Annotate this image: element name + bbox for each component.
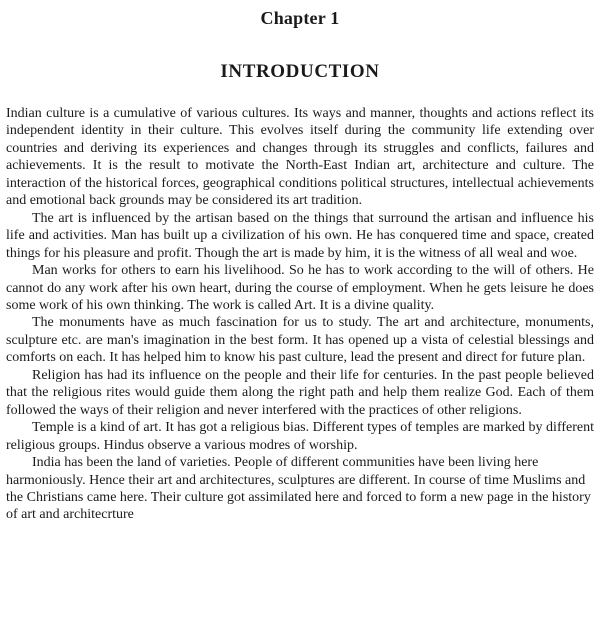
paragraph: Indian culture is a cumulative of various cultures. Its ways and manner, thoughts and actions reflect its independent identity in their culture. This evolves itself during the community life extending over countries and deriving its experiences and changes through its struggles and conflicts, failures and achievements. It is the result to motivate the North-East Indian art, architecture and culture. The interaction of the historical forces, geographical conditions political structures, intellectual achievements and emotional back grounds may be considered its art tradition. bbox=[6, 106, 594, 209]
paragraph: India has been the land of varieties. People of different communities have been living here harmoniously. Hence their art and architectures, sculptures are different. In course of time Muslims and the Christians came here. Their culture got assimilated here and forced to form a new page in the history of art and architecrture bbox=[6, 455, 591, 523]
paragraph: The art is influenced by the artisan based on the things that surround the artisan and influence his life and activities. Man has built up a civilization of his own. He has conquered time and space, created things for his pleasure and profit. Though the art is made by him, it is the witness of all weal and woe. bbox=[6, 210, 594, 261]
paragraph: Man works for others to earn his livelihood. So he has to work according to the will of others. He cannot do any work after his own heart, during the course of employment. When he gets leisure he does some work of his own thinking. The work is called Art. It is a divine quality. bbox=[6, 263, 594, 313]
page-title: INTRODUCTION bbox=[220, 61, 380, 82]
chapter-heading: Chapter 1 bbox=[260, 8, 340, 28]
body-text bbox=[6, 105, 594, 524]
paragraph: Religion has had its influence on the people and their life for centuries. In the past people believed that the religious rites would guide them along the right path and help them realize God. Each of them followed the ways of their religion and never interfered with the practices of other religions. bbox=[6, 367, 594, 418]
paragraph: Temple is a kind of art. It has got a religious bias. Different types of temples are marked by different religious groups. Hindus observe a various modres of worship. bbox=[6, 420, 594, 453]
paragraph: The monuments have as much fascination for us to study. The art and architecture, monuments, sculpture etc. are man's imagination in the best form. It has opened up a vista of celestial blessings and comforts on each. It has helped him to know his past culture, lead the present and direct for future plan. bbox=[6, 315, 594, 366]
